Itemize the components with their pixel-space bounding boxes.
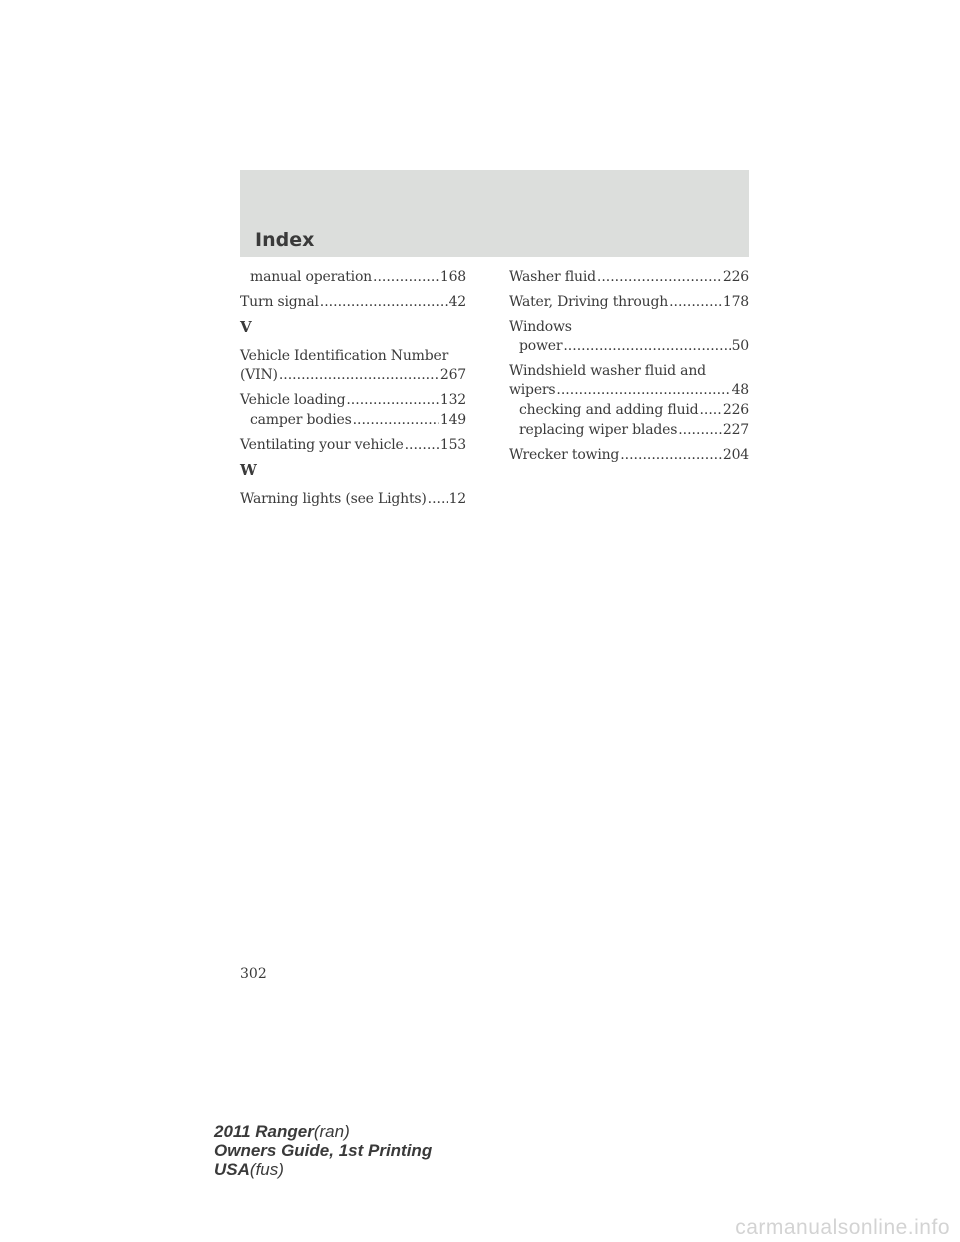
entry-text: Vehicle loading <box>240 392 346 408</box>
index-entry <box>509 381 749 400</box>
entry-text-line1: Vehicle Identification Number <box>240 348 449 364</box>
entry-text: Water, Driving through <box>509 294 669 310</box>
entry-page: 226 <box>722 402 749 418</box>
leader-dots <box>320 293 448 312</box>
index-entry <box>240 293 466 312</box>
leader-dots <box>373 268 439 287</box>
entry-page: 153 <box>439 437 466 453</box>
watermark: carmanualsonline.info <box>735 1216 950 1239</box>
entry-page: 204 <box>722 447 749 463</box>
index-entry <box>240 268 466 287</box>
section-letter: W <box>240 461 257 479</box>
index-entry <box>509 268 749 287</box>
entry-text: power <box>519 338 563 354</box>
leader-dots <box>405 436 439 455</box>
leader-dots <box>699 401 721 420</box>
leader-dots <box>620 446 722 465</box>
index-entry <box>509 401 749 420</box>
entry-text: Turn signal <box>240 294 319 310</box>
entry-text: wipers <box>509 382 556 398</box>
leader-dots <box>669 293 722 312</box>
footer-market-code: (fus) <box>249 1160 284 1179</box>
entry-text: Warning lights (see Lights) <box>240 491 427 507</box>
entry-page: 50 <box>731 338 749 354</box>
entry-text: replacing wiper blades <box>519 422 678 438</box>
page-title: Index <box>255 229 315 251</box>
index-entry <box>240 411 466 430</box>
entry-page: 48 <box>731 382 749 398</box>
leader-dots <box>279 366 439 385</box>
footer-model: 2011 Ranger <box>214 1122 314 1141</box>
entry-text: checking and adding fluid <box>519 402 699 418</box>
header-band <box>240 170 749 257</box>
entry-text-line1: Windshield washer fluid and <box>509 363 706 379</box>
index-entry <box>509 446 749 465</box>
entry-text-line1: Windows <box>509 319 572 335</box>
index-entry <box>240 436 466 455</box>
page-number: 302 <box>240 966 267 982</box>
entry-text: manual operation <box>250 269 372 285</box>
entry-text: Wrecker towing <box>509 447 620 463</box>
footer-edition: Owners Guide, 1st Printing <box>214 1141 433 1160</box>
leader-dots <box>597 268 722 287</box>
section-letter: V <box>240 318 252 336</box>
leader-dots <box>428 490 448 509</box>
entry-page: 267 <box>439 367 466 383</box>
leader-dots <box>678 421 722 440</box>
index-entry <box>240 391 466 410</box>
entry-page: 149 <box>439 412 466 428</box>
footer-market: USA <box>214 1160 250 1179</box>
entry-page: 178 <box>722 294 749 310</box>
footer-model-code: (ran) <box>313 1122 350 1141</box>
index-entry <box>240 490 466 509</box>
entry-page: 226 <box>722 269 749 285</box>
entry-page: 12 <box>448 491 466 507</box>
index-entry <box>509 293 749 312</box>
entry-page: 132 <box>439 392 466 408</box>
leader-dots <box>353 411 439 430</box>
index-column-right <box>509 268 749 471</box>
index-entry <box>509 337 749 356</box>
footer-printing-info <box>214 1122 432 1179</box>
entry-page: 168 <box>439 269 466 285</box>
entry-page: 227 <box>722 422 749 438</box>
entry-text: camper bodies <box>250 412 352 428</box>
entry-text: (VIN) <box>240 367 278 383</box>
entry-text: Ventilating your vehicle <box>240 437 404 453</box>
entry-text: Washer fluid <box>509 269 596 285</box>
leader-dots <box>563 337 730 356</box>
leader-dots <box>346 391 439 410</box>
entry-page: 42 <box>448 294 466 310</box>
index-column-left <box>240 268 466 515</box>
index-entry <box>240 366 466 385</box>
index-entry <box>509 421 749 440</box>
leader-dots <box>556 381 730 400</box>
